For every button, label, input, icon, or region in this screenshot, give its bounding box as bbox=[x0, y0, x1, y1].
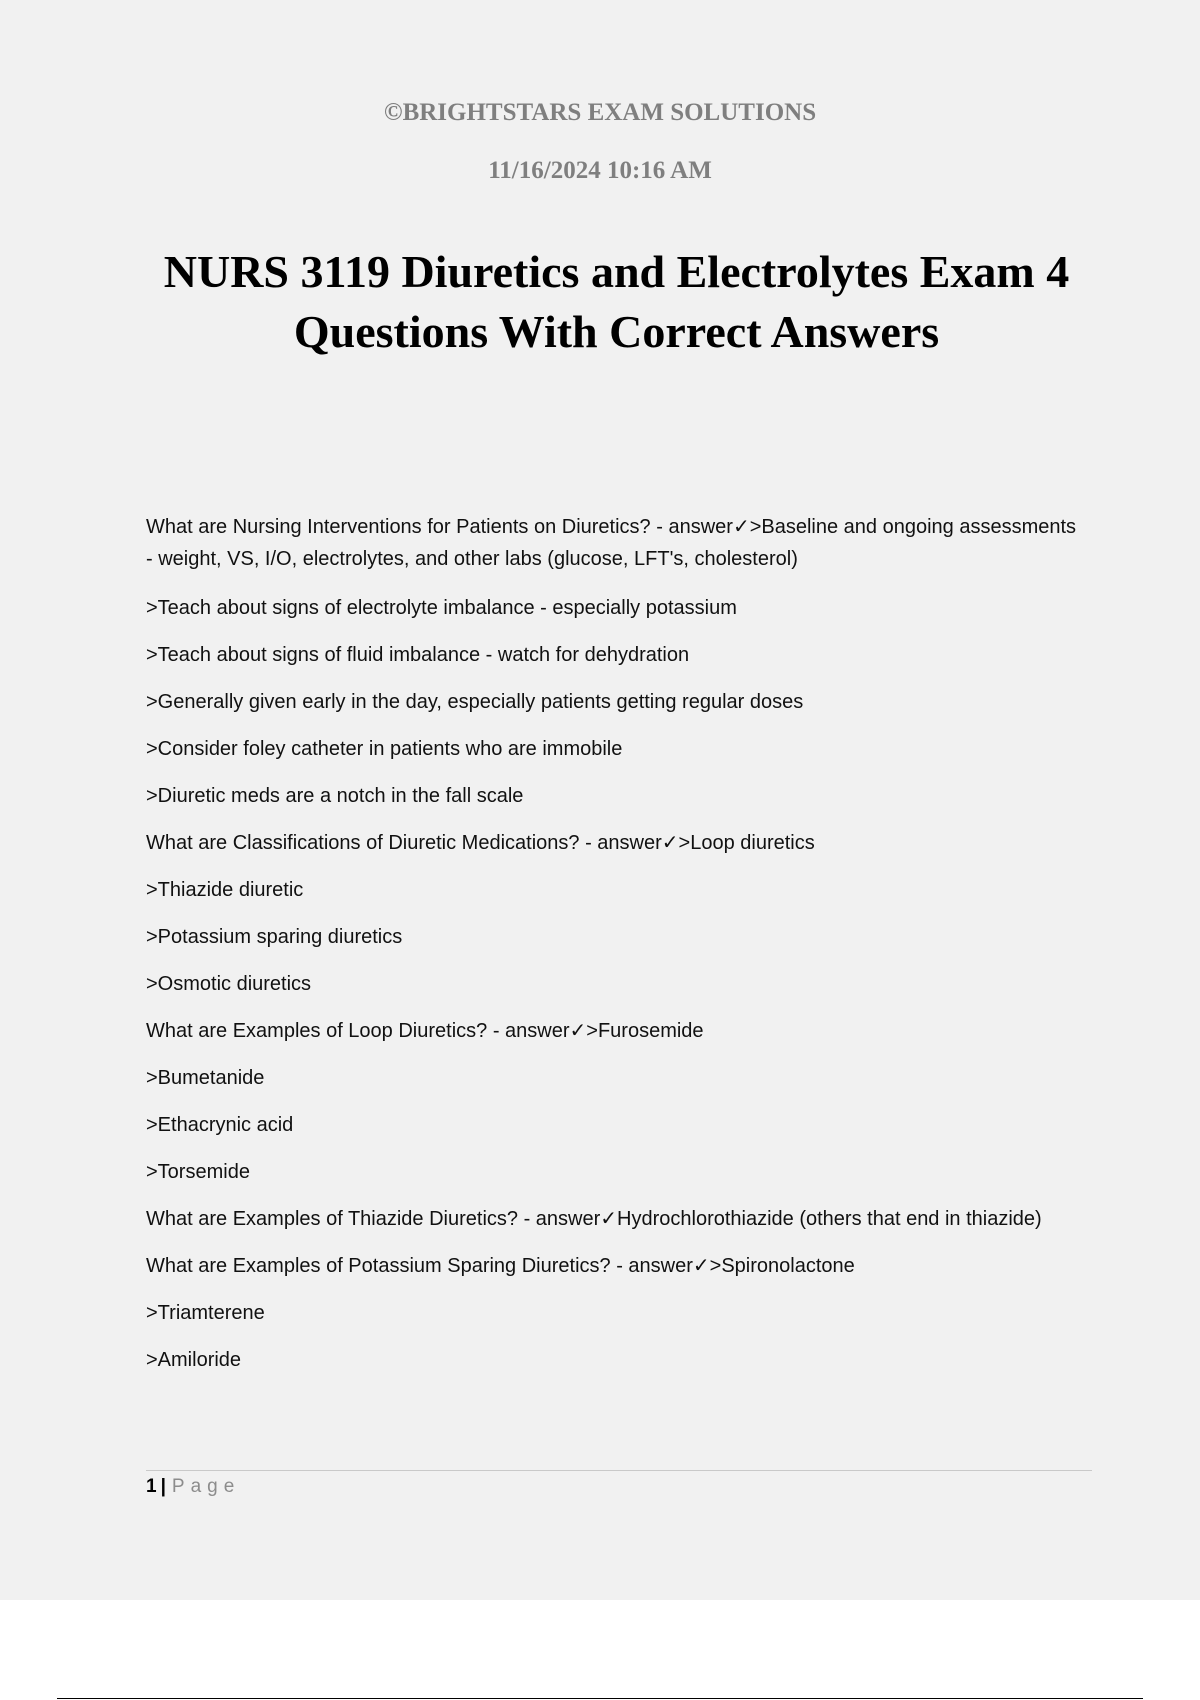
answer-text: >Loop diuretics bbox=[678, 832, 815, 854]
qa-entry bbox=[146, 1155, 1086, 1188]
checkmark-icon: ✓ bbox=[569, 1018, 587, 1042]
qa-entry bbox=[146, 967, 1086, 1000]
answer-text: >Osmotic diuretics bbox=[146, 973, 312, 995]
answer-text: >Consider foley catheter in patients who are immobile bbox=[146, 738, 623, 760]
answer-text: >Spironolactone bbox=[709, 1255, 855, 1277]
question-text: What are Nursing Interventions for Patients on Diuretics? - answer bbox=[146, 516, 733, 538]
answer-text: >Triamterene bbox=[146, 1302, 265, 1324]
header-brand: ©BRIGHTSTARS EXAM SOLUTIONS bbox=[383, 99, 817, 126]
qa-entry bbox=[146, 779, 1086, 812]
qa-entry bbox=[146, 1296, 1086, 1329]
qa-entry bbox=[146, 732, 1086, 765]
question-text: What are Examples of Potassium Sparing Diuretics? - answer bbox=[146, 1255, 693, 1277]
checkmark-icon: ✓ bbox=[600, 1206, 618, 1230]
question-text: What are Classifications of Diuretic Medications? - answer bbox=[146, 832, 662, 854]
page-separator: | bbox=[160, 1476, 166, 1497]
qa-entry bbox=[146, 591, 1086, 624]
checkmark-icon: ✓ bbox=[732, 514, 750, 538]
footer-divider bbox=[146, 1470, 1092, 1471]
qa-entry bbox=[146, 826, 1086, 859]
qa-entry bbox=[146, 685, 1086, 718]
qa-entry bbox=[146, 1108, 1086, 1141]
answer-text: >Ethacrynic acid bbox=[146, 1114, 294, 1136]
qa-content bbox=[146, 510, 1086, 1390]
qa-entry bbox=[146, 1061, 1086, 1094]
answer-text: >Diuretic meds are a notch in the fall scale bbox=[146, 785, 524, 807]
question-text: What are Examples of Thiazide Diuretics? - answer bbox=[146, 1208, 601, 1230]
header-timestamp: 11/16/2024 10:16 AM bbox=[488, 157, 712, 184]
answer-text: >Furosemide bbox=[586, 1020, 704, 1042]
answer-text: >Bumetanide bbox=[146, 1067, 265, 1089]
question-text: What are Examples of Loop Diuretics? - answer bbox=[146, 1020, 570, 1042]
bottom-divider bbox=[57, 1698, 1143, 1699]
qa-entry bbox=[146, 1249, 1086, 1282]
qa-entry bbox=[146, 1343, 1086, 1376]
page-number: 1 bbox=[146, 1476, 157, 1497]
qa-entry bbox=[146, 1014, 1086, 1047]
answer-text: >Teach about signs of electrolyte imbalance - especially potassium bbox=[146, 597, 737, 619]
checkmark-icon: ✓ bbox=[661, 830, 679, 854]
qa-entry bbox=[146, 1202, 1086, 1235]
answer-text: >Baseline and ongoing assessments - weight, VS, I/O, electrolytes, and other labs (glucose, LFT's, cholesterol) bbox=[146, 516, 1077, 570]
answer-text: >Torsemide bbox=[146, 1161, 250, 1183]
qa-entry bbox=[146, 920, 1086, 953]
answer-text: >Thiazide diuretic bbox=[146, 879, 304, 901]
answer-text: >Amiloride bbox=[146, 1349, 242, 1371]
qa-entry bbox=[146, 638, 1086, 671]
page-label: Page bbox=[171, 1476, 241, 1497]
document-title: NURS 3119 Diuretics and Electrolytes Exam 4 Questions With Correct Answers bbox=[163, 246, 1070, 357]
page-footer bbox=[146, 1474, 240, 1500]
qa-entry bbox=[146, 510, 1086, 575]
answer-text: >Teach about signs of fluid imbalance - watch for dehydration bbox=[146, 644, 690, 666]
answer-text: >Generally given early in the day, especially patients getting regular doses bbox=[146, 691, 804, 713]
qa-entry bbox=[146, 873, 1086, 906]
answer-text: >Potassium sparing diuretics bbox=[146, 926, 403, 948]
checkmark-icon: ✓ bbox=[692, 1253, 710, 1277]
answer-text: Hydrochlorothiazide (others that end in thiazide) bbox=[617, 1208, 1042, 1230]
